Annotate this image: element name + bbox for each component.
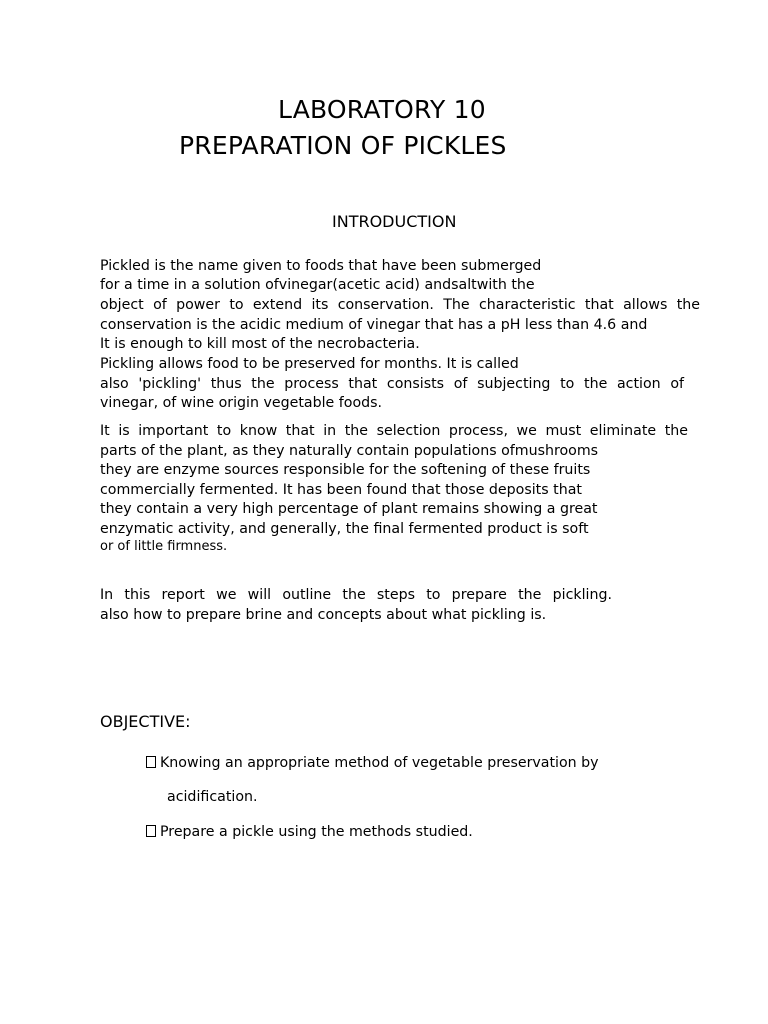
paragraph-line: conservation is the acidic medium of vinegar that has a pH less than 4.6 and xyxy=(100,317,648,333)
paragraph-line: enzymatic activity, and generally, the final fermented product is soft xyxy=(100,521,589,537)
paragraph-line: also how to prepare brine and concepts about what pickling is. xyxy=(100,607,547,623)
paragraph-line: It is enough to kill most of the necrobacteria. xyxy=(100,336,420,352)
paragraph-line: for a time in a solution ofvinegar(acetic acid) andsaltwith the xyxy=(100,277,535,293)
objective-item xyxy=(146,753,599,773)
paragraph-line: they contain a very high percentage of plant remains showing a great xyxy=(100,501,598,517)
title-line-2: PREPARATION OF PICKLES xyxy=(179,131,507,160)
objective-text: Prepare a pickle using the methods studied. xyxy=(160,824,473,840)
bullet-icon xyxy=(146,756,156,768)
introduction-heading: INTRODUCTION xyxy=(332,212,457,231)
paragraph-line: or of little firmness. xyxy=(100,539,228,554)
paragraph-line: object of power to extend its conservation. The characteristic that allows the xyxy=(100,297,700,313)
objective-text: Knowing an appropriate method of vegetable preservation by xyxy=(160,755,599,771)
objective-item xyxy=(146,822,473,842)
bullet-icon xyxy=(146,825,156,837)
paragraph-line: vinegar, of wine origin vegetable foods. xyxy=(100,395,383,411)
paragraph-line: Pickled is the name given to foods that have been submerged xyxy=(100,258,542,274)
paragraph-line: In this report we will outline the steps to prepare the pickling. xyxy=(100,587,612,603)
paragraph-line: commercially fermented. It has been found that those deposits that xyxy=(100,482,582,498)
paragraph-line: also 'pickling' thus the process that consists of subjecting to the action of xyxy=(100,376,684,392)
paragraph-line: It is important to know that in the selection process, we must eliminate the xyxy=(100,423,688,439)
objective-item-continuation: acidification. xyxy=(167,789,258,805)
title-line-1: LABORATORY 10 xyxy=(278,95,486,124)
paragraph-line: Pickling allows food to be preserved for months. It is called xyxy=(100,356,519,372)
objective-heading: OBJECTIVE: xyxy=(100,712,191,731)
paragraph-line: parts of the plant, as they naturally contain populations ofmushrooms xyxy=(100,443,599,459)
paragraph-line: they are enzyme sources responsible for the softening of these fruits xyxy=(100,462,591,478)
